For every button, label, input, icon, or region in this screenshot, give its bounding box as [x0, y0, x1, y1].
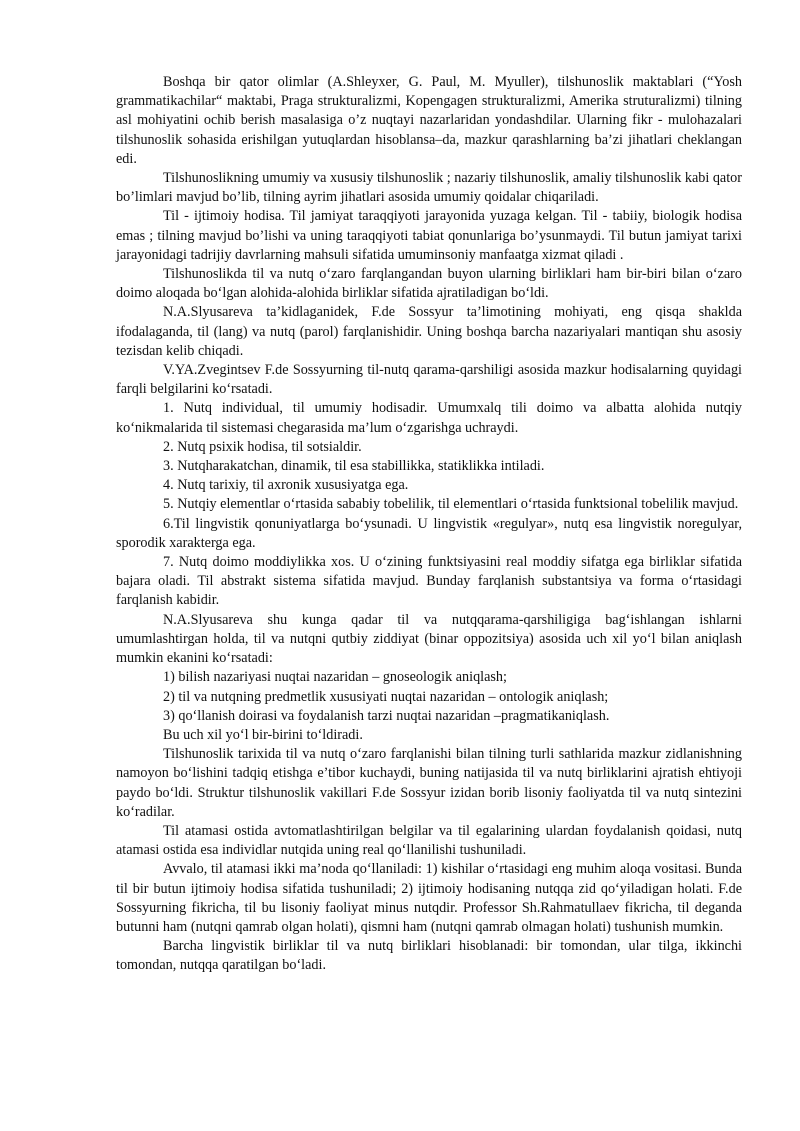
- feature-item-2: 2. Nutq psixik hodisa, til sotsialdir.: [163, 438, 362, 455]
- way-item-2: 2) til va nutqning predmetlik xususiyati nuqtai nazaridan – ontologik aniqlash;: [163, 688, 609, 705]
- paragraph-terms: Til atamasi ostida avtomatlashtirilgan belgilar va til egalarining ulardan foydalanish qoidasi, nutq atamasi ostida esa individlar nutqida uning real qo‘llanilishi tushuniladi.: [116, 822, 742, 859]
- paragraph-units: Barcha lingvistik birliklar til va nutq birliklari hisoblanadi: bir tomondan, ular tilga, ikkinchi tomondan, nutqqa qaratilgan bo‘ladi.: [116, 938, 742, 974]
- feature-item-6: 6.Til lingvistik qonuniyatlarga bo‘ysunadi. U lingvistik «regulyar», nutq esa lingvistik noregulyar, sporodik xarakterga ega.: [116, 515, 742, 551]
- feature-item-5: 5. Nutqiy elementlar o‘rtasida sababiy tobelilik, til elementlari o‘rtasida funktsional tobelilik mavjud.: [163, 496, 739, 513]
- paragraph-branches: Tilshunoslikning umumiy va xususiy tilshunoslik ; nazariy tilshunoslik, amaliy tilshunoslik kabi qator bo’limlari mavjud bo’lib, tilning ayrim jihatlari asosida umumiy qoidalar chiqariladi.: [116, 170, 742, 206]
- paragraph-three-ways: N.A.Slyusareva shu kunga qadar til va nutqqarama-qarshiligiga bag‘ishlangan ishlarni umumlashtirgan holda, til va nutqni qutbiy ziddiyat (binar oppozitsiya) asosida uch xil yo‘l bilan aniqlash mumkin ekanini ko‘rsatadi:: [116, 611, 742, 667]
- ways-summary: Bu uch xil yo‘l bir-birini to‘ldiradi.: [163, 726, 363, 743]
- paragraph-two-meanings: Avvalo, til atamasi ikki ma’noda qo‘llaniladi: 1) kishilar o‘rtasidagi eng muhim aloqa vositasi. Bunda til bir butun ijtimoiy hodisa sifatida tushuniladi; 2) ijtimoiy hodisaning nutqqa zid qo‘yiladigan holati. F.de Sossyurning fikricha, til bu lisoniy faoliyat minus nutqdir. Professor Sh.Rahmatullaev fikricha, til deganda butunni ham (nutqni qamrab olgan holati), qismni ham (nutqni qamrab olmagan holati) tushunish mumkin.: [116, 861, 742, 935]
- paragraph-slyusareva: N.A.Slyusareva ta’kidlaganidek, F.de Sossyur ta’limotining mohiyati, eng qisqa shaklda ifodalaganda, til (lang) va nutq (parol) farqlanishidir. Uning boshqa barcha nazariyalari mantiqan shu asosiy tezisdan kelib chiqadi.: [116, 304, 742, 359]
- paragraph-social-phenomenon: Til - ijtimoiy hodisa. Til jamiyat taraqqiyoti jarayonida yuzaga kelgan. Til - tabiiy, biologik hodisa emas ; tilning mavjud bo’lishi va uning taraqqiyoti tabiat qonunlariga bo’ysunmaydi. Til butun jamiyat tarixi jarayonidagi tadrijiy davrlarning mahsuli sifatida umuminsoniy manfaatga xizmat qiladi .: [116, 208, 742, 263]
- way-item-1: 1) bilish nazariyasi nuqtai nazaridan – gnoseologik aniqlash;: [163, 669, 507, 686]
- feature-item-3: 3. Nutqharakatchan, dinamik, til esa stabillikka, statiklikka intiladi.: [163, 458, 545, 475]
- feature-item-1: 1. Nutq individual, til umumiy hodisadir. Umumxalq tili doimo va albatta alohida nutqiy ko‘nikmalarida til sistemasi chegarasida ma’lum o‘zgarishga uchraydi.: [116, 400, 742, 436]
- paragraph-language-speech: Tilshunoslikda til va nutq o‘zaro farqlangandan buyon ularning birliklari ham bir-biri bilan o‘zaro doimo aloqada bo‘lgan alohida-alohida birliklar sifatida ajratiladigan bo‘ldi.: [116, 266, 742, 302]
- paragraph-history: Tilshunoslik tarixida til va nutq o‘zaro farqlanishi bilan tilning turli sathlarida mazkur zidlanishning namoyon bo‘lishini tadqiq etishga e’tibor kuchaydi, buning natijasida til va nutq birliklarini ajratish ehtiyoji paydo bo‘ldi. Struktur tilshunoslik vakillari F.de Sossyur izidan borib lisoniy faoliyatda til va nutq sintezini ko‘radilar.: [116, 746, 742, 820]
- feature-item-4: 4. Nutq tarixiy, til axronik xususiyatga ega.: [163, 477, 409, 494]
- document-page: [116, 73, 742, 976]
- paragraph-zvegintsev: V.YA.Zvegintsev F.de Sossyurning til-nutq qarama-qarshiligi asosida mazkur hodisalarning quyidagi farqli belgilarini ko‘rsatadi.: [116, 362, 742, 398]
- feature-item-7: 7. Nutq doimo moddiylikka xos. U o‘zining funktsiyasini real moddiy sifatga ega birliklar sifatida bajara oladi. Til abstrakt sistema sifatida mavjud. Bunday farqlanish substantsiya va forma o‘rtasidagi farqlanish kabidir.: [116, 554, 742, 609]
- way-item-3: 3) qo‘llanish doirasi va foydalanish tarzi nuqtai nazaridan –pragmatikaniqlash.: [163, 707, 610, 724]
- paragraph-schools: Boshqa bir qator olimlar (A.Shleyxer, G. Paul, M. Myuller), tilshunoslik maktablari (“Yosh grammatikachilar“ maktabi, Praga strukturalizmi, Kopengagen strukturalizmi, Amerika struturalizmi) tilning asl mohiyatini ochib berish masalasiga o’z nuqtayi nazarlaridan yondashdilar. Ularning fikr - mulohazalari tilshunoslik sohasida erishilgan yutuqlardan hisoblansa–da, mazkur qarashlarning ba’zi jihatlari cheklangan edi.: [116, 74, 742, 167]
